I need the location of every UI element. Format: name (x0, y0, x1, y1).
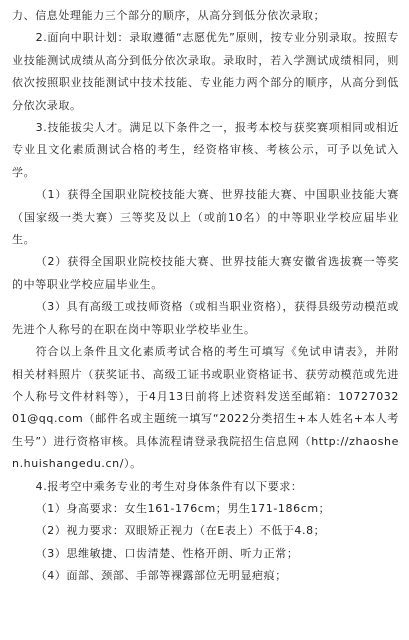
list-item-vision: （2）视力要求：双眼矫正视力（在E表上）不低于4.8； (35, 524, 326, 538)
paragraph-secondary-vocational-plan: 2.面向中职计划：录取遵循“志愿优先”原则，按专业分别录取。按照专业技能测试成绩从高分到低分依次录取。录取时，若入学测试成绩相同，则依次按照职业技能测试中技术技能、专业能力两个部分的顺序，从高分到低分依次录取。 (12, 31, 399, 112)
paragraph-top-skill-talent: 3.技能拔尖人才。满足以下条件之一，报考本校与获奖赛项相同或相近专业且文化素质测试合格的考生，经资格审核、考核公示，可予以免试入学。 (12, 121, 399, 179)
paragraph-application-instructions: 符合以上条件且文化素质考试合格的考生可填写《免试申请表》，并附相关材料照片（获奖证书、高级工证书或职业资格证书、获劳动模范或先进个人称号文件材料等），于4月13日前将上述资料发送至邮箱：1072703201@qq.com（邮件名或主题统一填写“2022分类招生+本人姓名+本人考生号”）进行资格审核。具体流程请登录我院招生信息网（http://zhaoshen.huishangedu.cn/）。 (12, 345, 399, 471)
paragraph-ability-order: 力、信息处理能力三个部分的顺序，从高分到低分依次录取； (12, 9, 326, 22)
list-item-thinking-speech: （3）思维敏捷、口齿清楚、性格开朗、听力正常； (35, 546, 299, 560)
list-item-provincial-selection: （2）获得全国职业院校技能大赛、世界技能大赛安徽省选拔赛一等奖的中等职业学校应届毕业生。 (12, 255, 399, 291)
list-item-national-competition: （1）获得全国职业院校技能大赛、世界技能大赛、中国职业技能大赛（国家级一类大赛）三等奖及以上（或前10名）的中等职业学校应届毕业生。 (12, 188, 399, 247)
list-item-height: （1）身高要求：女生161-176cm；男生171-186cm； (35, 501, 331, 515)
paragraph-flight-attendant-requirements: 4.报考空中乘务专业的考生对身体条件有以下要求： (35, 479, 303, 493)
list-item-scars: （4）面部、颈部、手部等裸露部位无明显疤痕； (35, 569, 287, 583)
list-item-senior-technician: （3）具有高级工或技师资格（或相当职业资格），获得县级劳动模范或先进个人称号的在职在岗中等职业学校毕业生。 (12, 300, 399, 336)
